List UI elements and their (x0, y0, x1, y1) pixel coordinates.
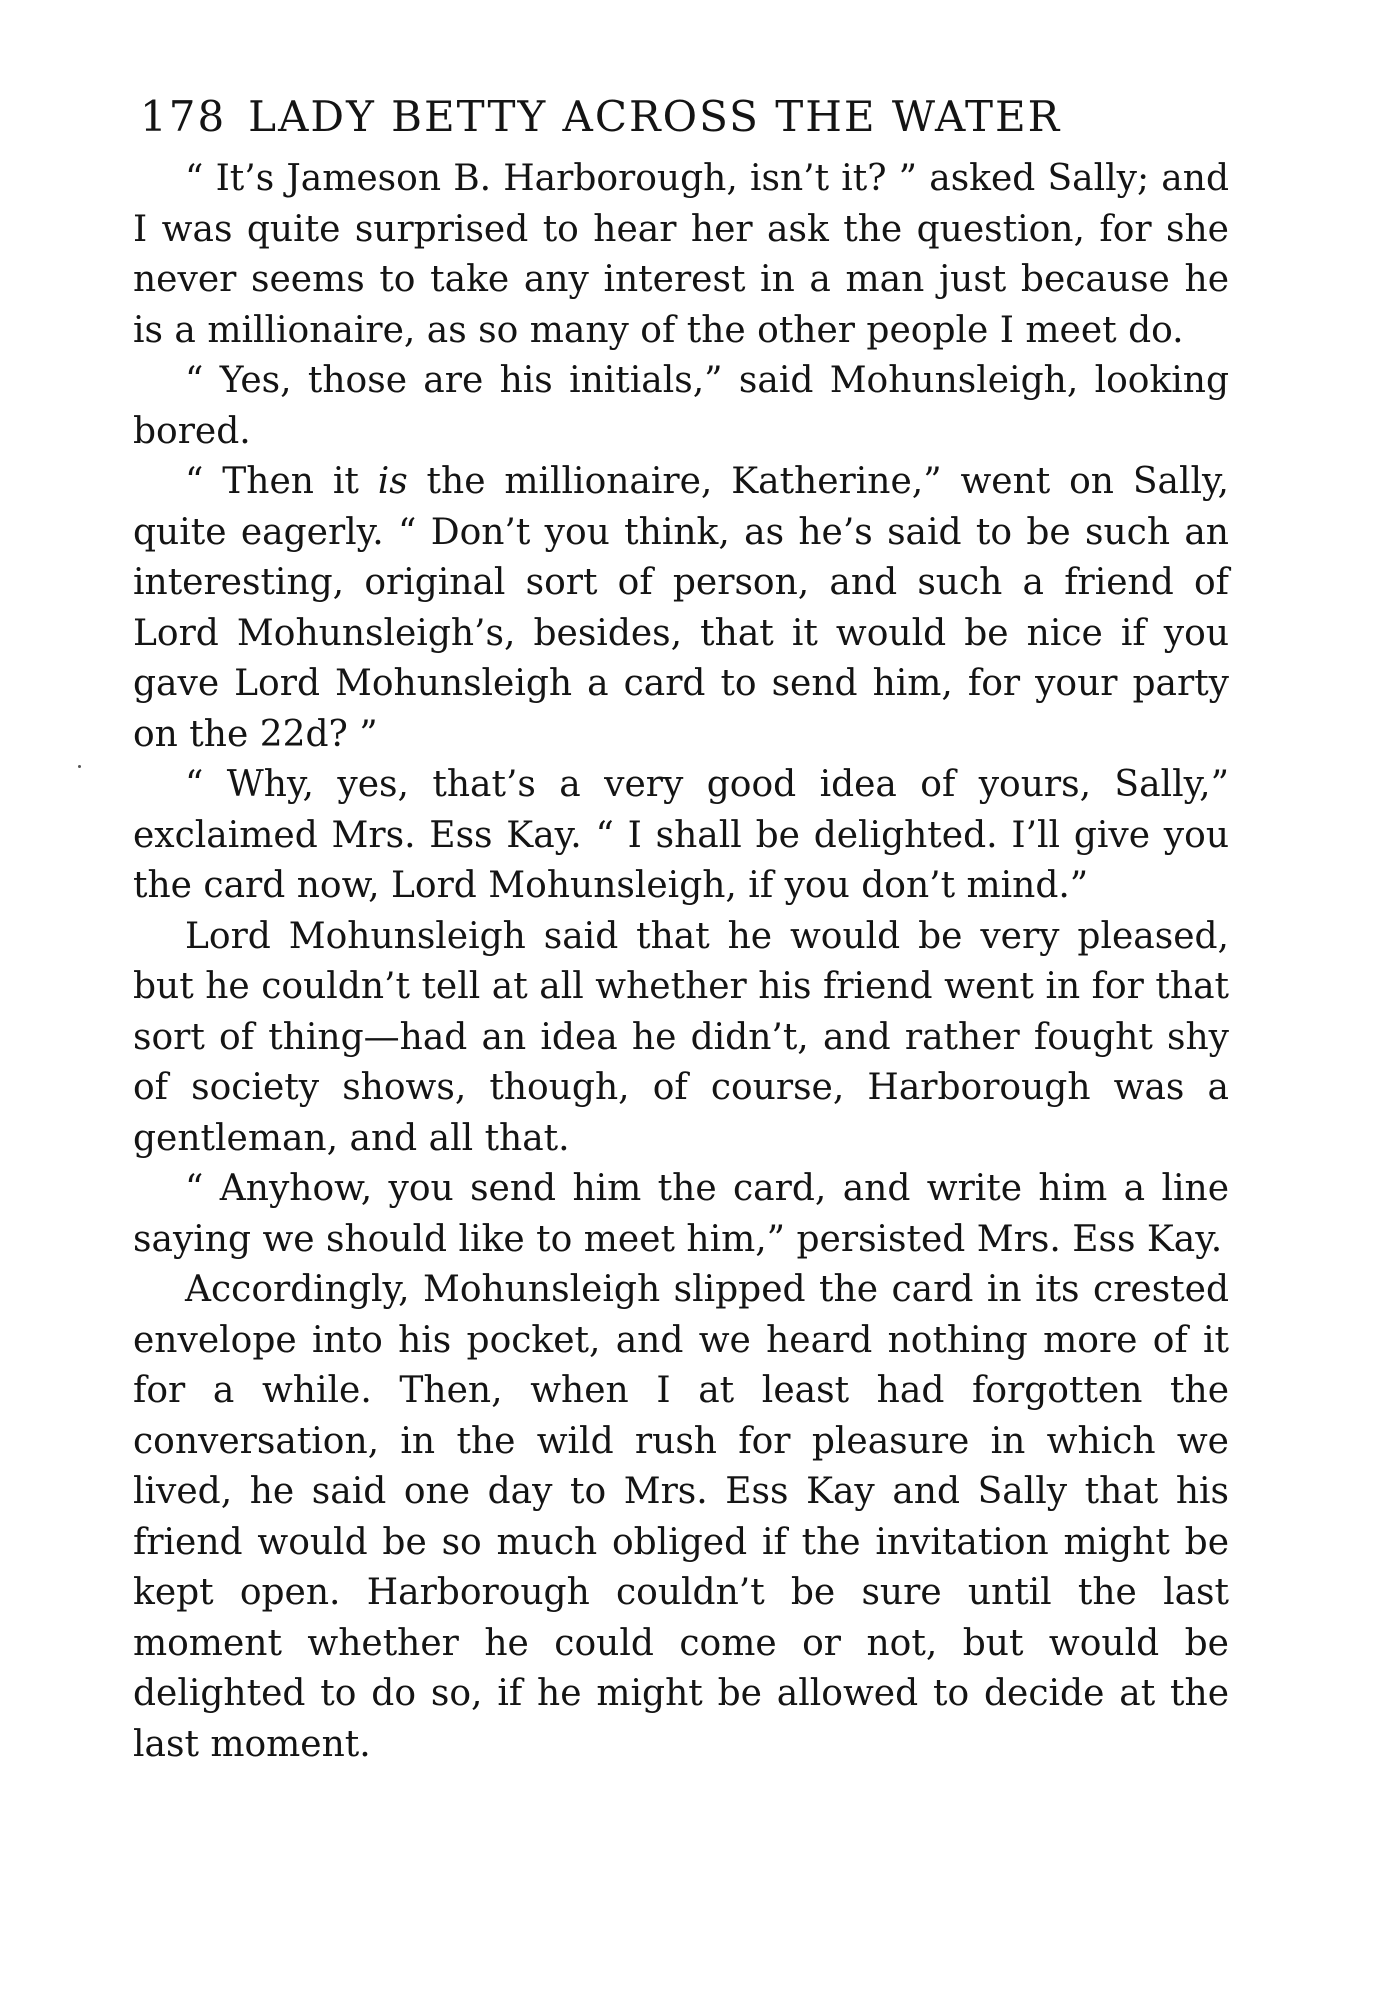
paragraph-6: “ Anyhow, you send him the card, and write him a line saying we should like to meet him,” persisted Mrs. Ess Kay. (133, 1168, 1229, 1260)
paragraph-5: Lord Mohunsleigh said that he would be very pleased, but he couldn’t tell at all whether his friend went in for that sort of thing—had an idea he didn’t, and rather fought shy of society shows, though, of course, Harborough was a gentleman, and all that. (133, 915, 1229, 1159)
page-number: 178 (140, 92, 227, 141)
emphasis-is: is (377, 461, 408, 502)
body-text (133, 154, 1229, 1770)
paragraph-3-text-before: “ Then it (185, 461, 378, 502)
paragraph-3-text-after: the millionaire, Katherine,” went on Sally, quite eagerly. “ Don’t you think, as he’s said to be such an interesting, original sort of person, and such a friend of Lord Mohunsleigh’s, besides, that it would be nice if you gave Lord Mohunsleigh a card to send him, for your party on the 22d? ” (133, 461, 1229, 755)
paragraph-2: “ Yes, those are his initials,” said Mohunsleigh, looking bored. (133, 360, 1229, 452)
stray-ink-mark (78, 765, 81, 768)
running-title: LADY BETTY ACROSS THE WATER (248, 92, 1062, 141)
paragraph-1: “ It’s Jameson B. Harborough, isn’t it? ” asked Sally; and I was quite surprised to hear her ask the question, for she never seems to take any interest in a man just because he is a millionaire, as so many of the other people I meet do. (133, 158, 1229, 351)
paragraph-7: Accordingly, Mohunsleigh slipped the card in its crested envelope into his pocket, and we heard nothing more of it for a while. Then, when I at least had forgotten the conversation, in the wild rush for pleasure in which we lived, he said one day to Mrs. Ess Kay and Sally that his friend would be so much obliged if the invitation might be kept open. Harborough couldn’t be sure until the last moment whether he could come or not, but would be delighted to do so, if he might be allowed to decide at the last moment. (133, 1269, 1229, 1765)
paragraph-4: “ Why, yes, that’s a very good idea of yours, Sally,” exclaimed Mrs. Ess Kay. “ I shall be delighted. I’ll give you the card now, Lord Mohunsleigh, if you don’t mind.” (133, 764, 1229, 906)
running-head (140, 92, 1062, 141)
paragraph-3 (133, 457, 1229, 760)
